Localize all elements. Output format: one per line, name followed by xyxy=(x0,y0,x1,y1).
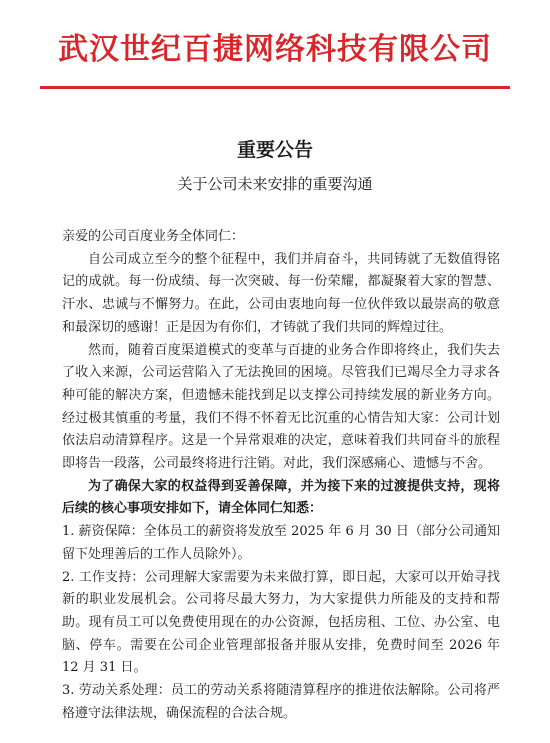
company-letterhead: 武汉世纪百捷网络科技有限公司 xyxy=(58,32,492,67)
list-item-labor-relations: 3. 劳动关系处理：员工的劳动关系将随清算程序的推进依法解除。公司将严格遵守法律法规，确保流程的合法合规。 xyxy=(62,683,500,721)
list-item-work-support: 2. 工作支持：公司理解大家需要为未来做打算，即日起，大家可以开始寻找新的职业发展机会。公司将尽最大努力，为大家提供力所能及的支持和帮助。现有员工可以免费使用现在的办公资源，包括房租、工位、办公室、电脑、停车。需要在公司企业管理部报备并服从安排，免费时间至 2026 年 12 月 31 日。 xyxy=(62,569,500,676)
paragraph-arrangements-intro: 为了确保大家的权益得到妥善保障，并为接下来的过渡提供支持，现将后续的核心事项安排如下，请全体同仁知悉： xyxy=(62,478,500,517)
paragraph-gratitude: 自公司成立至今的整个征程中，我们并肩奋斗，共同铸就了无数值得铭记的成就。每一份成绩、每一次突破、每一份荣耀，都凝聚着大家的智慧、汗水、忠诚与不懈努力。在此，公司由衷地向每一位伙伴致以最崇高的敬意和最深切的感谢！正是因为有你们，才铸就了我们共同的辉煌过往。 xyxy=(62,251,500,335)
list-item-salary: 1. 薪资保障：全体员工的薪资将发放至 2025 年 6 月 30 日（部分公司通知留下处理善后的工作人员除外）。 xyxy=(62,524,500,562)
letterhead-divider xyxy=(40,86,510,89)
notice-body xyxy=(62,226,500,725)
notice-subtitle: 关于公司未来安排的重要沟通 xyxy=(177,175,373,193)
salutation: 亲爱的公司百度业务全体同仁： xyxy=(62,229,245,244)
notice-title: 重要公告 xyxy=(236,139,313,161)
paragraph-liquidation: 然而，随着百度渠道模式的变革与百捷的业务合作即将终止，我们失去了收入来源，公司运营陷入了无法挽回的困境。尽管我们已竭尽全力寻求各种可能的解决方案，但遗憾未能找到足以支撑公司持续发展的新业务方向。经过极其慎重的考量，我们不得不怀着无比沉重的心情告知大家：公司计划依法启动清算程序。这是一个异常艰难的决定，意味着我们共同奋斗的旅程即将告一段落，公司最终将进行注销。对此，我们深感痛心、遗憾与不舍。 xyxy=(62,342,500,472)
